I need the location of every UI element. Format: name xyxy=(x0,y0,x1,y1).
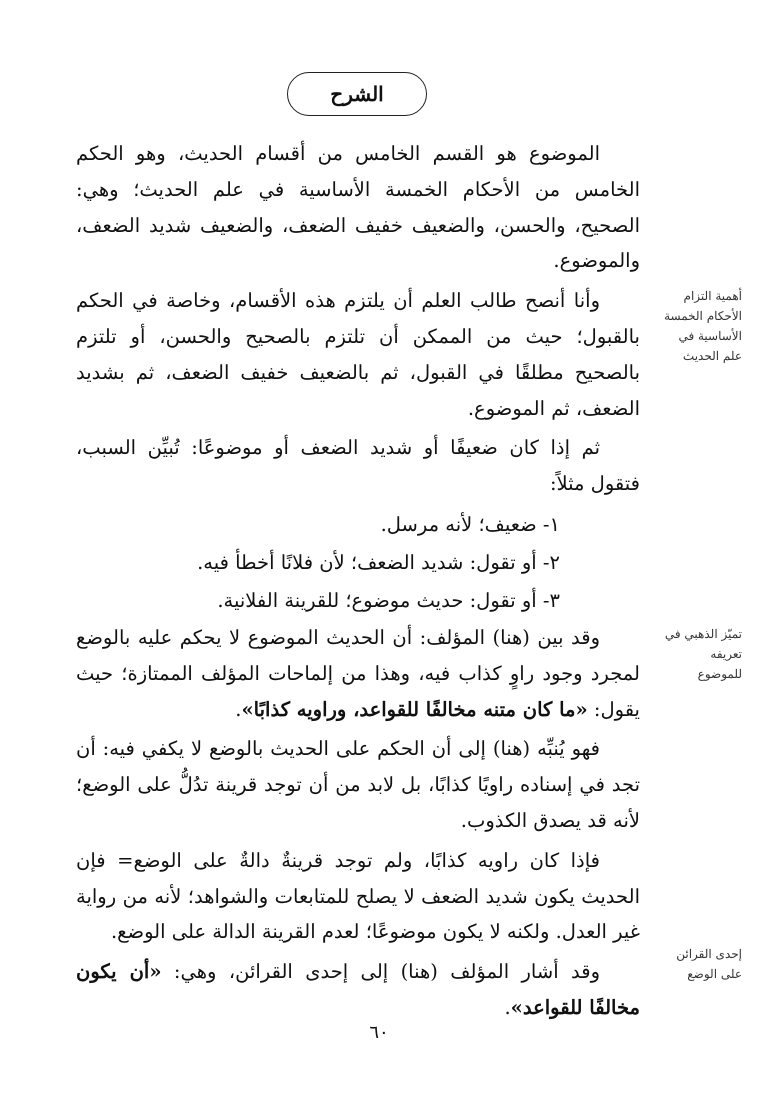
paragraph-4-text: وقد بين (هنا) المؤلف: أن الحديث الموضوع لا يحكم عليه بالوضع لمجرد وجود راوٍ كذاب فيه، وهذا من إلماحات المؤلف الممتازة؛ حيث يقول: xyxy=(76,625,640,721)
margin-note-indicator: إحدى القرائن على الوضع xyxy=(676,947,742,981)
section-title-box xyxy=(287,72,427,116)
paragraph-7 xyxy=(76,954,640,1026)
paragraph-1: الموضوع هو القسم الخامس من أقسام الحديث، وهو الحكم الخامس من الأحكام الخمسة الأساسية في علم الحديث؛ وهي: الصحيح، والحسن، والضعيف خفيف الضعف، والضعيف شديد الضعف، والموضوع. xyxy=(76,142,640,273)
paragraph-7-end: . xyxy=(504,995,511,1019)
paragraph-7-text: وقد أشار المؤلف (هنا) إلى إحدى القرائن، وهي: xyxy=(161,960,601,984)
page-number: ٦٠ xyxy=(369,1022,389,1043)
paragraph-4-end: . xyxy=(235,697,242,721)
main-text xyxy=(76,136,640,1030)
paragraph-3: ثم إذا كان ضعيفًا أو شديد الضعف أو موضوعًا: تُبيِّن السبب، فتقول مثلاً: xyxy=(76,436,640,496)
paragraph-4-quote: «ما كان متنه مخالفًا للقواعد، وراويه كذابًا» xyxy=(241,697,588,721)
list-item-2: ٢- أو تقول: شديد الضعف؛ لأن فلانًا أخطأ فيه. xyxy=(197,550,560,574)
paragraph-5: فهو يُنبِّه (هنا) إلى أن الحكم على الحديث بالوضع لا يكفي فيه: أن تجد في إسناده راويًا كذابًا، بل لابد من أن توجد قرينة تدُلُّ على الوضع؛ لأنه قد يصدق الكذوب. xyxy=(76,737,640,832)
paragraph-7-quote: «أن يكون مخالفًا للقواعد» xyxy=(76,960,640,1019)
paragraph-2: وأنا أنصح طالب العلم أن يلتزم هذه الأقسام، وخاصة في الحكم بالقبول؛ حيث من الممكن أن تلتزم بالصحيح والحسن، أو تلتزم بالصحيح مطلقًا في القبول، ثم بالضعيف خفيف الضعف، ثم بشديد الضعف، ثم الموضوع. xyxy=(76,289,640,420)
paragraph-4 xyxy=(76,620,640,727)
section-title: الشرح xyxy=(330,82,384,106)
margin-note-dhahabi: تميّز الذهبي في تعريفه للموضوع xyxy=(664,627,742,681)
margin-note-importance: أهمية التزام الأحكام الخمسة الأساسية في علم الحديث xyxy=(664,289,742,363)
paragraph-6: فإذا كان راويه كذابًا، ولم توجد قرينةٌ دالةٌ على الوضع= فإن الحديث يكون شديد الضعف لا يصلح للمتابعات والشواهد؛ لأنه من رواية غير العدل. ولكنه لا يكون موضوعًا؛ لعدم القرينة الدالة على الوضع. xyxy=(76,848,640,944)
list-item-3: ٣- أو تقول: حديث موضوع؛ للقرينة الفلانية. xyxy=(217,588,560,612)
list-item-1: ١- ضعيف؛ لأنه مرسل. xyxy=(380,512,560,536)
